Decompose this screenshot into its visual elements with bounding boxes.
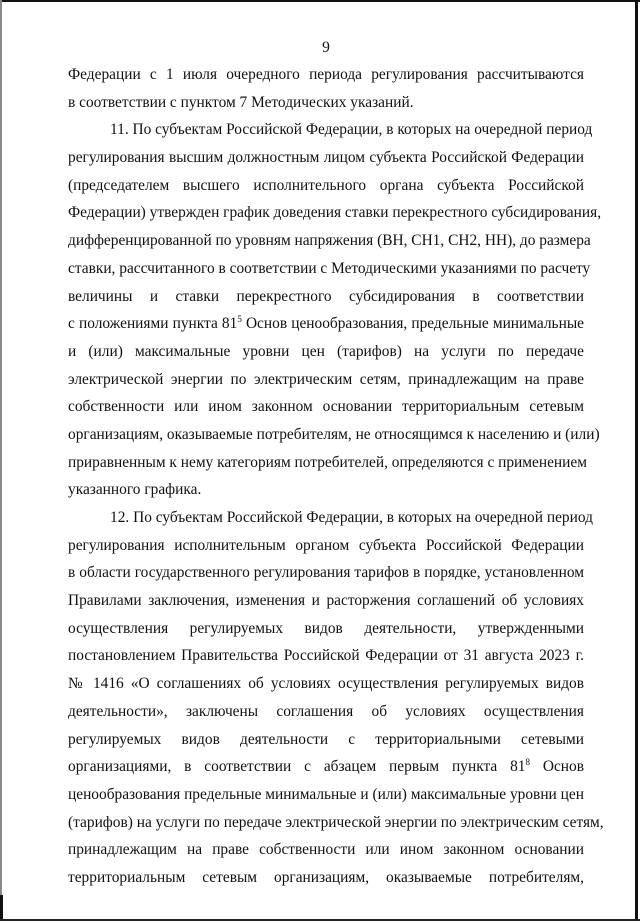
scan-border-left (0, 0, 2, 921)
text-line: Федерации с 1 июля очередного периода регулирования рассчитываются (68, 66, 584, 83)
text-fragment: с положениями пункта 81 (68, 315, 238, 333)
text-line: (тарифов) на услуги по передаче электрической энергии по электрическим сетям, (68, 813, 604, 831)
paragraph-11 (68, 116, 602, 504)
text-line: Правилами заключения, изменения и расторжения соглашений об условиях (68, 592, 584, 610)
text-line: указанного графика. (68, 481, 202, 499)
text-line: регулируемых видов деятельности с территориальными сетевыми (68, 730, 584, 748)
text-line: 12. По субъектам Российской Федерации, в которых на очередной период (110, 509, 593, 526)
text-line: и (или) максимальные уровни цен (тарифов) на услуги по передаче (68, 342, 584, 360)
paragraph-continuation (68, 61, 584, 116)
text-line: регулирования исполнительным органом субъекта Российской Федерации (68, 536, 584, 554)
text-line: 11. По субъектам Российской Федерации, в которых на очередной период (110, 121, 593, 139)
text-line-with-footnote (68, 753, 584, 781)
text-line: территориальным сетевым организациям, оказываемые потребителям, (68, 868, 584, 886)
text-line: ценообразования предельные минимальные и (или) максимальные уровни цен (68, 785, 584, 803)
paragraph-12 (68, 504, 604, 892)
text-line: регулирования высшим должностным лицом субъекта Российской Федерации (68, 149, 584, 167)
text-line: № 1416 «О соглашениях об условиях осуществления регулируемых видов (68, 675, 584, 693)
scan-border-right (635, 0, 638, 921)
text-line: в соответствии с пунктом 7 Методических указаний. (68, 93, 414, 111)
text-line: организациям, оказываемые потребителям, не относящимся к населению и (или) (68, 425, 600, 443)
text-line-with-footnote (68, 310, 584, 338)
text-line: приравненным к нему категориям потребителей, определяются с применением (68, 453, 587, 471)
text-line: осуществления регулируемых видов деятельности, утвержденными (68, 619, 584, 637)
text-line: в области государственного регулирования тарифов в порядке, установленном (68, 564, 584, 582)
text-line: постановлением Правительства Российской Федерации от 31 августа 2023 г. (68, 647, 584, 665)
text-line: дифференцированной по уровням напряжения (ВН, СН1, СН2, НН), до размера (68, 232, 591, 250)
text-line: собственности или ином законном основании территориальным сетевым (68, 398, 584, 416)
text-line: деятельности», заключены соглашения об условиях осуществления (68, 702, 584, 720)
text-fragment: Основ (529, 758, 584, 776)
text-line: величины и ставки перекрестного субсидирования в соответствии (68, 287, 584, 305)
document-body (68, 61, 604, 892)
text-line: Федерации) утвержден график доведения ставки перекрестного субсидирования, (68, 204, 602, 222)
text-fragment: Основ ценообразования, предельные минимальные (241, 315, 584, 333)
text-line: принадлежащим на праве собственности или ином законном основании (68, 841, 584, 859)
superscript-8: 8 (525, 757, 530, 768)
page-number: 9 (322, 39, 330, 56)
text-line: (председателем высшего исполнительного органа субъекта Российской (68, 176, 584, 194)
superscript-5: 5 (237, 314, 242, 325)
scan-border-top (0, 0, 640, 2)
text-fragment: организациями, в соответствии с абзацем первым пункта 81 (68, 758, 526, 776)
text-line: электрической энергии по электрическим сетям, принадлежащим на праве (68, 370, 584, 388)
scan-border-left-bottom (0, 895, 3, 921)
text-line: ставки, рассчитанного в соответствии с Методическими указаниями по расчету (68, 259, 591, 277)
